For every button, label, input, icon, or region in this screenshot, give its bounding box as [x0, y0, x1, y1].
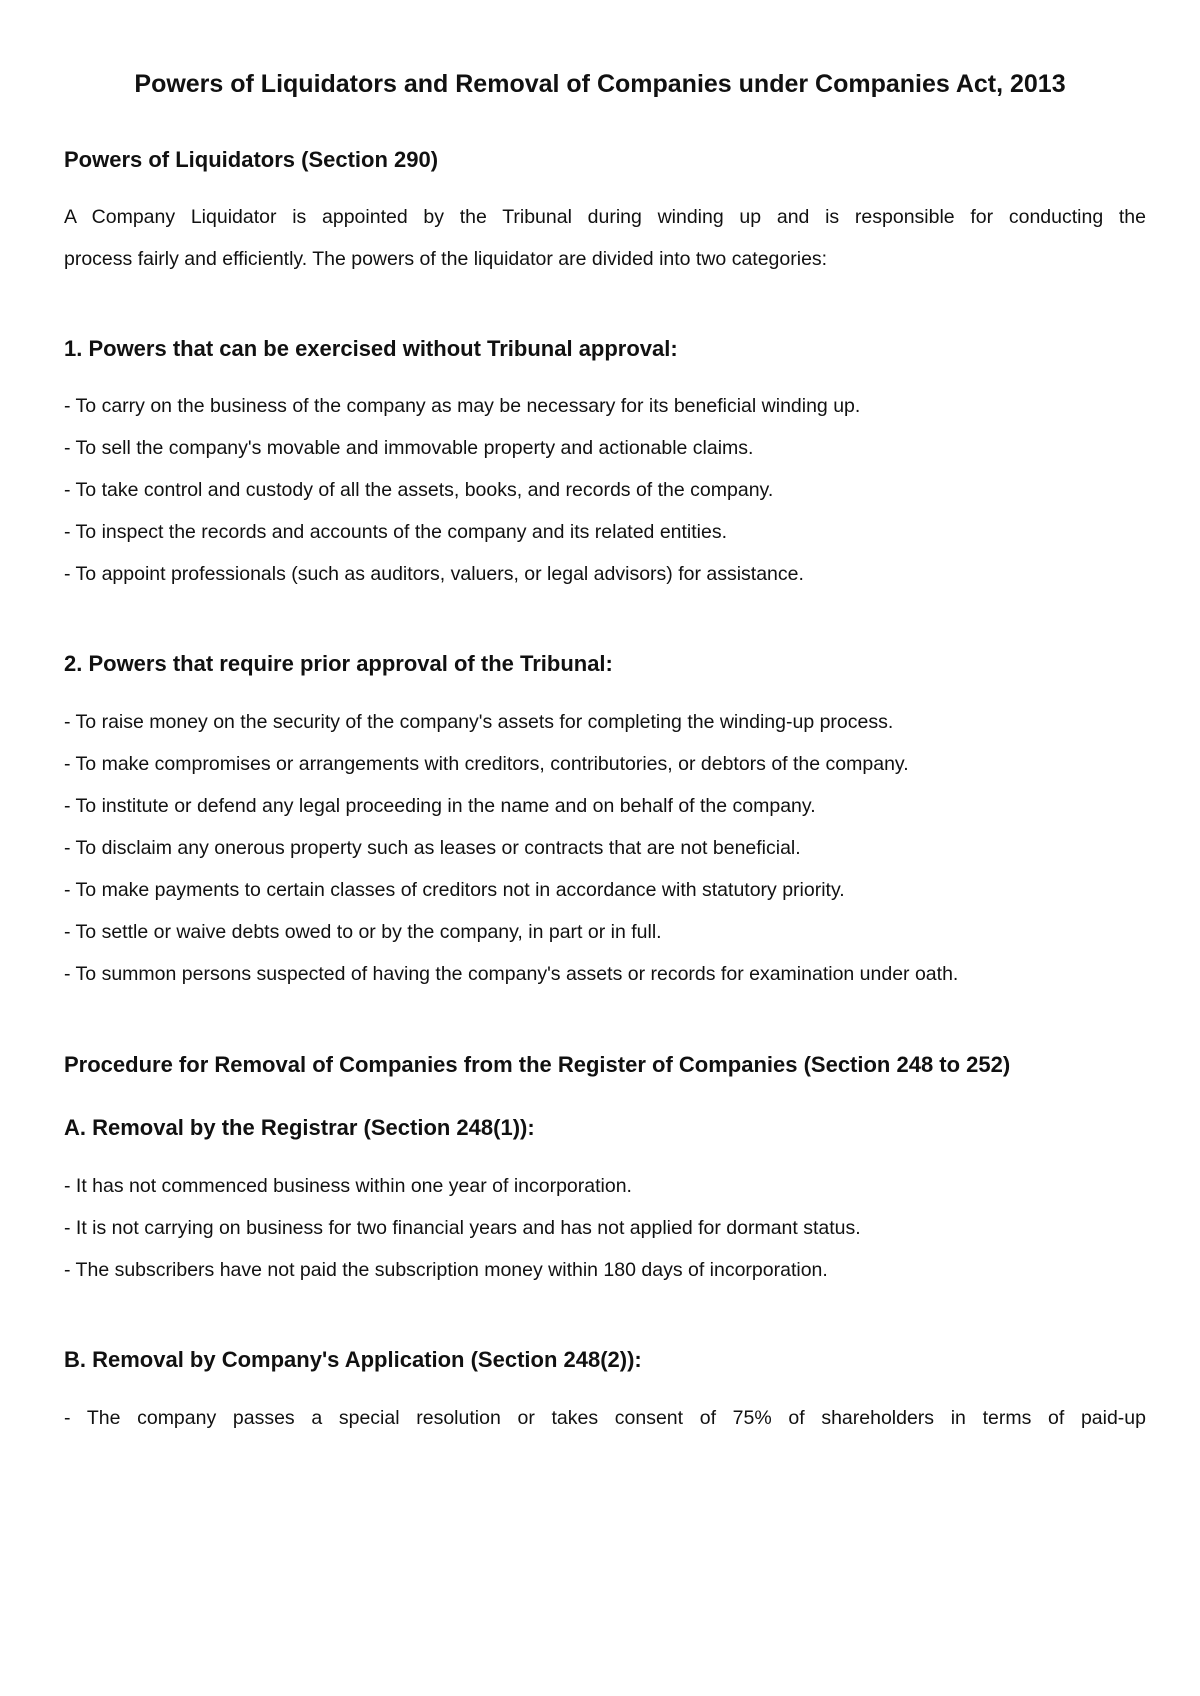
list-item: - To take control and custody of all the assets, books, and records of the company. — [64, 479, 774, 501]
list-item: - To inspect the records and accounts of the company and its related entities. — [64, 521, 728, 543]
list-item: - To carry on the business of the company as may be necessary for its beneficial winding up. — [64, 395, 861, 417]
list-item: - To sell the company's movable and immovable property and actionable claims. — [64, 437, 754, 459]
list-item: - To summon persons suspected of having the company's assets or records for examination under oath. — [64, 963, 959, 985]
subheading-without-approval: 1. Powers that can be exercised without Tribunal approval: — [64, 336, 678, 361]
section-heading-removal-procedure: Procedure for Removal of Companies from the Register of Companies (Section 248 to 252) — [64, 1052, 1011, 1077]
list-item: - The subscribers have not paid the subscription money within 180 days of incorporation. — [64, 1259, 828, 1281]
list-item: - To institute or defend any legal proceeding in the name and on behalf of the company. — [64, 795, 816, 817]
list-item: - To disclaim any onerous property such as leases or contracts that are not beneficial. — [64, 837, 801, 859]
subheading-removal-by-application: B. Removal by Company's Application (Section 248(2)): — [64, 1347, 642, 1372]
subheading-removal-by-registrar: A. Removal by the Registrar (Section 248(1)): — [64, 1115, 535, 1140]
list-item: - To appoint professionals (such as auditors, valuers, or legal advisors) for assistance. — [64, 563, 804, 585]
list-item: - To raise money on the security of the company's assets for completing the winding-up process. — [64, 711, 894, 733]
document-title: Powers of Liquidators and Removal of Companies under Companies Act, 2013 — [134, 70, 1066, 98]
list-item: - To make compromises or arrangements with creditors, contributories, or debtors of the company. — [64, 753, 909, 775]
intro-paragraph-line-1: A Company Liquidator is appointed by the Tribunal during winding up and is responsible for conducting the — [64, 206, 1146, 228]
list-item: - To settle or waive debts owed to or by the company, in part or in full. — [64, 921, 662, 943]
subheading-with-approval: 2. Powers that require prior approval of the Tribunal: — [64, 651, 613, 676]
list-item: - The company passes a special resolution or takes consent of 75% of shareholders in terms of paid-up — [64, 1407, 1146, 1429]
intro-paragraph-line-2: process fairly and efficiently. The powers of the liquidator are divided into two categories: — [64, 248, 828, 270]
list-item: - It is not carrying on business for two financial years and has not applied for dormant status. — [64, 1217, 861, 1239]
list-item: - To make payments to certain classes of creditors not in accordance with statutory priority. — [64, 879, 845, 901]
section-heading-powers-of-liquidators: Powers of Liquidators (Section 290) — [64, 147, 439, 172]
list-item: - It has not commenced business within one year of incorporation. — [64, 1175, 632, 1197]
